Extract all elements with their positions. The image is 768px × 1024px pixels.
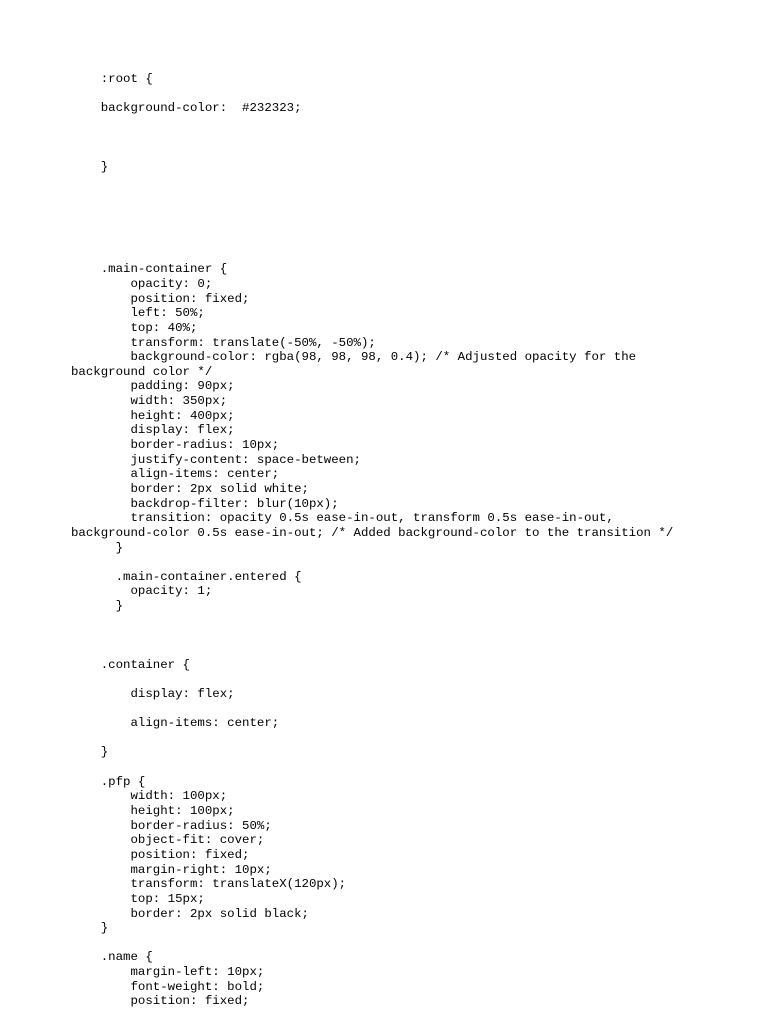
code-line: background-color: rgba(98, 98, 98, 0.4); /* Adjusted opacity for the [71,350,637,365]
blank-line [71,248,731,263]
code-line: align-items: center; [71,716,280,731]
code-line: } [71,745,109,760]
blank-line [71,189,731,204]
code-line: align-items: center; [71,467,280,482]
blank-line [71,116,731,131]
code-line: font-weight: bold; [71,979,265,994]
code-line: height: 100px; [71,804,235,819]
blank-line [71,174,731,189]
code-line: } [71,540,124,555]
code-line: .pfp { [71,774,146,789]
blank-line [71,204,731,219]
code-line: display: flex; [71,686,235,701]
blank-line [71,760,731,775]
blank-line [71,702,731,717]
code-line: left: 50%; [71,306,205,321]
code-line: .name { [71,950,153,965]
code-line: display: flex; [71,423,235,438]
blank-line [71,731,731,746]
blank-line [71,936,731,951]
blank-line [71,145,731,160]
code-line: transition: opacity 0.5s ease-in-out, transform 0.5s ease-in-out, [71,511,614,526]
code-line: :root { [71,72,153,86]
code-line: background-color 0.5s ease-in-out; /* Added background-color to the transition */ [71,525,674,540]
code-line: padding: 90px; [71,379,235,394]
code-line: opacity: 1; [71,584,213,599]
code-line: margin-right: 10px; [71,862,272,877]
code-line: width: 350px; [71,394,228,409]
blank-line [71,643,731,658]
code-line: width: 100px; [71,789,228,804]
code-line: transform: translateX(120px); [71,877,347,892]
blank-line [71,218,731,233]
code-line: height: 400px; [71,408,235,423]
code-line: object-fit: cover; [71,833,265,848]
blank-line [71,672,731,687]
code-line: transform: translate(-50%, -50%); [71,335,376,350]
blank-line [71,614,731,629]
code-line: .main-container.entered { [71,569,302,584]
blank-line [71,131,731,146]
code-line: position: fixed; [71,847,250,862]
code-line: } [71,159,109,174]
code-line: border: 2px solid black; [71,906,309,921]
code-line: margin-left: 10px; [71,965,265,980]
code-line: top: 15px; [71,891,205,906]
code-line: .container { [71,657,190,672]
blank-line [71,87,731,102]
code-line: top: 40%; [71,320,198,335]
blank-line [71,555,731,570]
code-line: border: 2px solid white; [71,481,309,496]
code-document [71,72,731,1009]
code-line: position: fixed; [71,291,250,306]
code-line: justify-content: space-between; [71,452,361,467]
code-line: } [71,599,124,614]
code-line: position: fixed; [71,994,250,1009]
code-line: opacity: 0; [71,276,213,291]
code-line: background color */ [71,364,213,379]
code-line: background-color: #232323; [71,101,302,116]
code-line: .main-container { [71,262,228,277]
blank-line [71,233,731,248]
code-line: } [71,921,109,936]
code-line: backdrop-filter: blur(10px); [71,496,339,511]
code-line: border-radius: 10px; [71,438,280,453]
code-line: border-radius: 50%; [71,818,272,833]
blank-line [71,628,731,643]
